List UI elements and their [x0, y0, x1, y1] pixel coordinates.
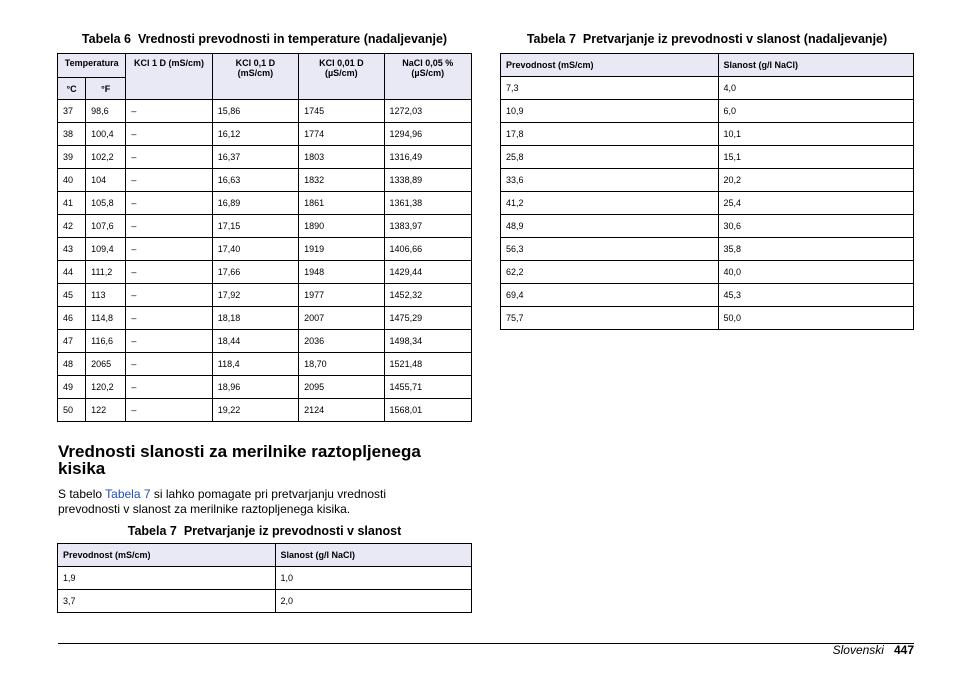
table-cell: 122 [86, 399, 126, 422]
table7b-row [501, 238, 914, 261]
table-cell: 109,4 [86, 238, 126, 261]
table-cell: 18,18 [212, 307, 298, 330]
table-cell: – [126, 238, 212, 261]
table-cell: 1475,29 [384, 307, 471, 330]
table-cell: 75,7 [501, 307, 719, 330]
table-cell: 102,2 [86, 146, 126, 169]
table-cell: – [126, 169, 212, 192]
table7a-row [58, 590, 472, 613]
table-cell: 25,8 [501, 146, 719, 169]
table-cell: 38 [58, 123, 86, 146]
table-cell: 37 [58, 100, 86, 123]
table6-row [58, 192, 472, 215]
table-cell: 111,2 [86, 261, 126, 284]
table-cell: 113 [86, 284, 126, 307]
table-cell: 17,40 [212, 238, 298, 261]
table-cell: 50 [58, 399, 86, 422]
table-cell: 16,89 [212, 192, 298, 215]
header-kcl-1d: KCl 1 D (mS/cm) [126, 54, 212, 100]
table6-row [58, 169, 472, 192]
table-cell: – [126, 307, 212, 330]
table-cell: 1338,89 [384, 169, 471, 192]
table7b-caption [500, 32, 914, 46]
table-cell: 47 [58, 330, 86, 353]
table-cell: 19,22 [212, 399, 298, 422]
table-cell: – [126, 215, 212, 238]
table7b-caption-label: Tabela 7 [526, 32, 576, 46]
table-cell: 18,96 [212, 376, 298, 399]
table-cell: 40 [58, 169, 86, 192]
table-cell: – [126, 376, 212, 399]
table7b-row [501, 169, 914, 192]
table-cell: 25,4 [718, 192, 913, 215]
table-cell: 16,12 [212, 123, 298, 146]
table-cell: 48,9 [501, 215, 719, 238]
table6-row [58, 261, 472, 284]
table-cell: 15,1 [718, 146, 913, 169]
table-cell: 50,0 [718, 307, 913, 330]
table7b-row [501, 77, 914, 100]
table-cell: 1498,34 [384, 330, 471, 353]
table7b-row [501, 215, 914, 238]
table-cell: 100,4 [86, 123, 126, 146]
table-cell: 18,70 [299, 353, 384, 376]
table-cell: – [126, 353, 212, 376]
table6 [57, 53, 472, 422]
table-cell: 1429,44 [384, 261, 471, 284]
table6-body [58, 100, 472, 422]
table7b-header-conductivity: Prevodnost (mS/cm) [501, 54, 719, 77]
table6-row [58, 330, 472, 353]
header-fahrenheit: °F [86, 78, 126, 100]
table7a-caption-title: Pretvarjanje iz prevodnosti v slanost [183, 524, 402, 538]
table-cell: 1294,96 [384, 123, 471, 146]
table-cell: 15,86 [212, 100, 298, 123]
table-cell: 116,6 [86, 330, 126, 353]
table-cell: 1774 [299, 123, 384, 146]
table7b-caption-title: Pretvarjanje iz prevodnosti v slanost (nadaljevanje) [582, 32, 888, 46]
table7a-caption-label: Tabela 7 [127, 524, 177, 538]
table-cell: 45 [58, 284, 86, 307]
paragraph-text-before: S tabelo [58, 487, 106, 501]
table-cell: 105,8 [86, 192, 126, 215]
table-cell: 104 [86, 169, 126, 192]
table7b-row [501, 284, 914, 307]
table-cell: 2095 [299, 376, 384, 399]
table6-row [58, 238, 472, 261]
header-nacl: NaCl 0,05 % (µS/cm) [384, 54, 471, 100]
table7b-row [501, 123, 914, 146]
table-cell: 1919 [299, 238, 384, 261]
table-cell: 1383,97 [384, 215, 471, 238]
table-cell: 45,3 [718, 284, 913, 307]
table-cell: 1272,03 [384, 100, 471, 123]
table-cell: 1745 [299, 100, 384, 123]
table-cell: 4,0 [718, 77, 913, 100]
paragraph-text-after: si lahko pomagate pri pretvarjanju vrednosti prevodnosti v slanost za merilnike raztopljenega kisika. [58, 487, 386, 516]
table-cell: 62,2 [501, 261, 719, 284]
table-cell: 49 [58, 376, 86, 399]
table-cell: 39 [58, 146, 86, 169]
header-kcl-01d: KCl 0,1 D (mS/cm) [212, 54, 298, 100]
header-celsius: °C [58, 78, 86, 100]
table-cell: 3,7 [58, 590, 276, 613]
table6-row [58, 146, 472, 169]
table-cell: 43 [58, 238, 86, 261]
table7-link[interactable]: Tabela 7 [105, 487, 151, 501]
table6-caption [58, 32, 471, 46]
table-cell: – [126, 330, 212, 353]
table-cell: 41,2 [501, 192, 719, 215]
table-cell: 10,1 [718, 123, 913, 146]
table6-row [58, 215, 472, 238]
table-cell: 44 [58, 261, 86, 284]
table-cell: 1316,49 [384, 146, 471, 169]
footer-page-number: 447 [893, 643, 914, 657]
table7a-row [58, 567, 472, 590]
table-cell: 17,92 [212, 284, 298, 307]
table-cell: 42 [58, 215, 86, 238]
table-cell: 20,2 [718, 169, 913, 192]
table-cell: 98,6 [86, 100, 126, 123]
footer-language: Slovenski [832, 643, 884, 657]
table-cell: 56,3 [501, 238, 719, 261]
table-cell: 69,4 [501, 284, 719, 307]
table-cell: 33,6 [501, 169, 719, 192]
table-cell: 46 [58, 307, 86, 330]
table-cell: 1,0 [275, 567, 471, 590]
table-cell: – [126, 192, 212, 215]
table-cell: 1948 [299, 261, 384, 284]
table7b-header-salinity: Slanost (g/l NaCl) [718, 54, 913, 77]
table-cell: 1861 [299, 192, 384, 215]
table-cell: – [126, 399, 212, 422]
table-cell: – [126, 261, 212, 284]
table-cell: 7,3 [501, 77, 719, 100]
table6-row [58, 123, 472, 146]
table-cell: 1406,66 [384, 238, 471, 261]
table-cell: 17,15 [212, 215, 298, 238]
table-cell: 6,0 [718, 100, 913, 123]
table6-caption-label: Tabela 6 [81, 32, 132, 46]
table-cell: 2065 [86, 353, 126, 376]
table6-row [58, 399, 472, 422]
table6-row [58, 376, 472, 399]
table-cell: 17,66 [212, 261, 298, 284]
table-cell: 1977 [299, 284, 384, 307]
table6-row [58, 307, 472, 330]
table-cell: 107,6 [86, 215, 126, 238]
table-cell: 114,8 [86, 307, 126, 330]
footer [833, 643, 914, 657]
table6-caption-title: Vrednosti prevodnosti in temperature (nadaljevanje) [137, 32, 448, 46]
table7a-caption [58, 524, 471, 538]
table-cell: 30,6 [718, 215, 913, 238]
table7a-header-salinity: Slanost (g/l NaCl) [275, 544, 471, 567]
table-cell: 10,9 [501, 100, 719, 123]
table7a [57, 543, 472, 613]
table6-row [58, 284, 472, 307]
table-cell: 1452,32 [384, 284, 471, 307]
table7b-row [501, 261, 914, 284]
footer-rule [58, 643, 914, 644]
table7a-header-conductivity: Prevodnost (mS/cm) [58, 544, 276, 567]
table-cell: 2007 [299, 307, 384, 330]
section-heading: Vrednosti slanosti za merilnike raztopljenega kisika [58, 442, 421, 478]
table-cell: – [126, 146, 212, 169]
table-cell: 1832 [299, 169, 384, 192]
header-kcl-001d: KCl 0,01 D (µS/cm) [299, 54, 384, 100]
table-cell: 2,0 [275, 590, 471, 613]
table-cell: – [126, 100, 212, 123]
table-cell: 1568,01 [384, 399, 471, 422]
table-cell: 2124 [299, 399, 384, 422]
table7b [500, 53, 914, 330]
table7a-body [58, 567, 472, 613]
table-cell: – [126, 123, 212, 146]
table7b-row [501, 192, 914, 215]
table-cell: 1455,71 [384, 376, 471, 399]
section-paragraph [58, 487, 438, 517]
table-cell: 1361,38 [384, 192, 471, 215]
table-cell: – [126, 284, 212, 307]
table-cell: 2036 [299, 330, 384, 353]
table7b-row [501, 100, 914, 123]
table-cell: 118,4 [212, 353, 298, 376]
table-cell: 16,63 [212, 169, 298, 192]
table-cell: 1,9 [58, 567, 276, 590]
table-cell: 17,8 [501, 123, 719, 146]
table-cell: 1803 [299, 146, 384, 169]
table7b-row [501, 146, 914, 169]
table7b-body [501, 77, 914, 330]
table7b-row [501, 307, 914, 330]
table-cell: 48 [58, 353, 86, 376]
table-cell: 41 [58, 192, 86, 215]
table6-row [58, 353, 472, 376]
header-temperature: Temperatura [58, 54, 126, 78]
table-cell: 18,44 [212, 330, 298, 353]
table6-row [58, 100, 472, 123]
table-cell: 40,0 [718, 261, 913, 284]
table-cell: 35,8 [718, 238, 913, 261]
table-cell: 120,2 [86, 376, 126, 399]
table-cell: 16,37 [212, 146, 298, 169]
table-cell: 1890 [299, 215, 384, 238]
table-cell: 1521,48 [384, 353, 471, 376]
